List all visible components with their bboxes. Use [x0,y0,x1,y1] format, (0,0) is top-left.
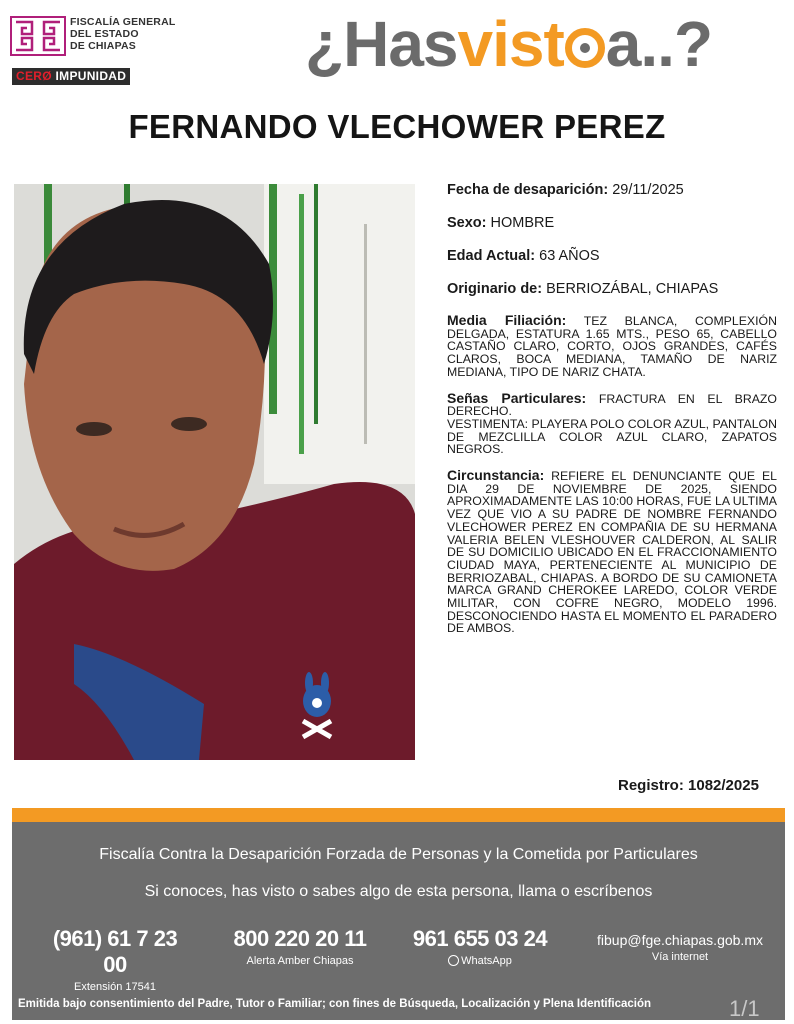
fecha-value: 29/11/2025 [612,182,684,198]
details-panel [447,182,777,648]
contact-email [590,926,770,963]
header [0,0,794,100]
originario-value: BERRIOZÁBAL, CHIAPAS [546,281,719,297]
headline-vist: vist [457,8,564,80]
senas-particulares [447,389,777,457]
footer-call-to-action: Si conoces, has visto o sabes algo de esta persona, llama o escríbenos [144,883,653,900]
fecha-desaparicion [447,182,777,199]
cero-impunidad-badge [12,68,130,85]
filiacion-label: Media Filiación: [447,312,567,328]
contact-whatsapp-value[interactable]: 961 655 03 24 [412,926,548,951]
badge-cero: CERØ [16,69,52,83]
contact-email-sub: Vía internet [651,951,709,963]
filiacion-value: TEZ BLANCA, COMPLEXIÓN DELGADA, ESTATURA 1.65 MTS., PESO 65, CABELLO CASTAÑO CLARO, CORTO, OJOS GRANDES, CAFÉS CLAROS, BOCA MEDIANA, TAMAÑO DE NARIZ MEDIANA, TIPO DE NARIZ CHATA. [447,314,777,379]
vestimenta-value: VESTIMENTA: PLAYERA POLO COLOR AZUL, PANTALON DE MEZCLILLA COLOR AZUL CLARO, ZAPATOS NEGROS. [447,416,777,457]
fiscalia-logo-icon [10,16,66,56]
contact-amber-value[interactable]: 800 220 20 11 [233,926,367,951]
contact-amber [230,926,370,967]
fecha-label: Fecha de desaparición: [447,182,609,198]
registro: Registro: 1082/2025 [618,777,759,794]
org-line-1: FISCALÍA GENERAL [70,16,176,28]
org-line-3: DE CHIAPAS [70,40,136,52]
originario-label: Originario de: [447,281,543,297]
contact-whatsapp [410,926,550,967]
edad-actual [447,248,777,265]
badge-impunidad: IMPUNIDAD [55,69,127,83]
senas-value: FRACTURA EN EL BRAZO DERECHO. [447,391,777,419]
sexo-value: HOMBRE [490,215,555,231]
edad-value: 63 AÑOS [539,248,600,264]
orange-divider [12,808,785,822]
circunstancia-value: REFIERE EL DENUNCIANTE QUE EL DIA 29 DE NOVIEMBRE DE 2025, SIENDO APROXIMADAMENTE LAS 10:00 HORAS, FUE LA ULTIMA VEZ QUE VIO A SU PADRE DE NOMBRE FERNANDO VLECHOWER PEREZ EN COMPAÑIA DE SU HERMANA VALERIA BELEN VLESHOUVER CALDERON, AL SALIR DE SU DOMICILIO UBICADO EN EL FRACCIONAMIENTO CIUDAD MAYA, PERTENECIENTE AL MUNICIPIO DE BERRIOZABAL, CHIAPAS. A BORDO DE SU CAMIONETA MARCA GRAND CHEROKEE LAREDO, COLOR VERDE MILITAR, CON COFRE NEGRO, MODELO 1996. DESCONOCIENDO HASTA EL MOMENTO EL PARADERO DE AMBOS. [447,469,777,636]
contact-amber-sub: Alerta Amber Chiapas [246,955,354,967]
whatsapp-icon [448,955,459,966]
contact-email-value[interactable]: fibup@fge.chiapas.gob.mx [597,932,763,948]
contact-phone-office [40,926,190,993]
contact-phone-office-sub: Extensión 17541 [74,981,156,993]
footer [12,822,785,1020]
senas-label: Señas Particulares: [447,389,587,406]
portrait-photo [14,184,415,760]
portrait-illustration [14,184,415,760]
footer-fiscalia: Fiscalía Contra la Desaparición Forzada de Personas y la Cometida por Particulares [99,846,698,863]
contact-phone-office-value[interactable]: (961) 61 7 23 00 [52,926,178,977]
org-line-2: DEL ESTADO [70,28,139,40]
org-name [70,16,175,52]
edad-label: Edad Actual: [447,248,536,264]
headline-has: ¿Has [305,8,458,80]
headline-a: a..? [605,8,713,80]
whatsapp-label: WhatsApp [461,955,512,967]
sexo-label: Sexo: [447,215,487,231]
eye-icon [565,28,605,68]
legal-notice: Emitida bajo consentimiento del Padre, Tutor o Familiar; con fines de Búsqueda, Localización y Plena Identificación [18,998,652,1010]
sexo [447,215,777,232]
circunstancia [447,469,777,635]
page-indicator: 1/1 [729,996,760,1021]
originario [447,281,777,298]
headline [305,4,712,84]
person-name: FERNANDO VLECHOWER PEREZ [128,108,666,145]
media-filiacion [447,314,777,379]
contact-whatsapp-sub [410,955,550,967]
circunstancia-label: Circunstancia: [447,467,545,484]
